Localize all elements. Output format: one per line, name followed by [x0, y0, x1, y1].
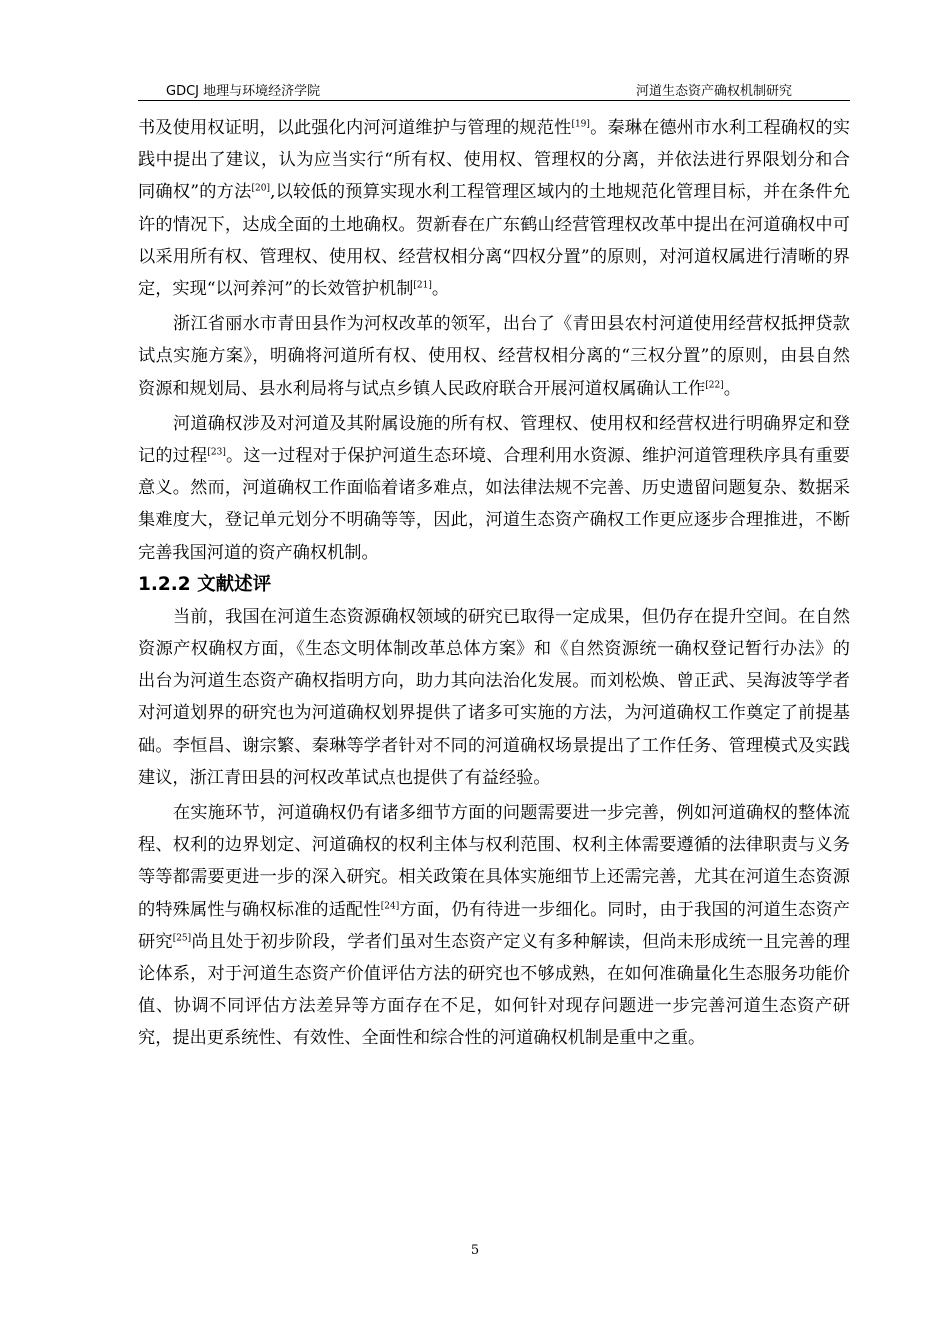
- paragraph: [138, 797, 850, 1055]
- citation-ref: [20]: [251, 183, 270, 194]
- text-run: 。: [723, 378, 741, 399]
- header-title: 河道生态资产确权机制研究: [635, 84, 792, 99]
- citation-ref: [22]: [705, 379, 724, 390]
- citation-ref: [19]: [571, 119, 590, 130]
- text-run: 河道确权涉及对河道及其附属设施的所有权、管理权、使用权和经营权进行明确界定和登记的过程: [138, 413, 850, 467]
- text-run: 方面，仍有待进一步细化。同时，由于我国的河道生态资产研究: [138, 899, 850, 952]
- body-text: [138, 112, 850, 1055]
- text-run: 。这一过程对于保护河道生态环境、合理利用水资源、维护河道管理秩序具有重要意义。然而，河道确权工作面临着诸多难点，如法律法规不完善、历史遗留问题复杂、数据采集难度大，登记单元划分不明确等等，因此，河道生态资产确权工作更应逐步合理推进，不断完善我国河道的资产确权机制。: [138, 446, 850, 563]
- paragraph: [138, 308, 850, 405]
- paragraph: [138, 408, 850, 569]
- text-run: 当前，我国在河道生态资源确权领域的研究已取得一定成果，但仍存在提升空间。在自然资源产权确权方面，《生态文明体制改革总体方案》和《自然资源统一确权登记暂行办法》的出台为河道生态资产确权指明方向，助力其向法治化发展。而刘松焕、曾正武、吴海波等学者对河道划界的研究也为河道确权划界提供了诸多可实施的方法，为河道确权工作奠定了前提基础。李恒昌、谢宗繁、秦琳等学者针对不同的河道确权场景提出了工作任务、管理模式及实践建议，浙江青田县的河权改革试点也提供了有益经验。: [138, 606, 850, 788]
- running-header: [138, 74, 850, 101]
- citation-ref: [25]: [172, 933, 192, 944]
- page-number: 5: [470, 1243, 480, 1258]
- text-run: 书及使用权证明，以此强化内河河道维护与管理的规范性: [138, 118, 572, 138]
- text-run: ,以较低的预算实现水利工程管理区域内的土地规范化管理目标，并在条件允许的情况下，达成全面的土地确权。贺新春在广东鹤山经营管理权改革中提出在河道确权中可以采用所有权、管理权、使用权、经营权相分离“四权分置”的原则，对河道权属进行清晰的界定，实现“以河养河”的长效管护机制: [138, 182, 850, 300]
- text-run: 浙江省丽水市青田县作为河权改革的领军，出台了《青田县农村河道使用经营权抵押贷款试点实施方案》，明确将河道所有权、使用权、经营权相分离的“三权分置”的原则，由县自然资源和规划局、县水利局将与试点乡镇人民政府联合开展河道权属确认工作: [138, 314, 850, 399]
- text-run: 。: [431, 279, 450, 300]
- paragraph-group-1: [138, 112, 850, 569]
- text-run: 尚且处于初步阶段，学者们虽对生态资产定义有多种解读，但尚未形成统一且完善的理论体系，对于河道生态资产价值评估方法的研究也不够成熟，在如何准确量化生态服务功能价值、协调不同评估方法差异等方面存在不足，如何针对现存问题进一步完善河道生态资产研究，提出更系统性、有效性、全面性和综合性的河道确权机制是重中之重。: [138, 931, 850, 1049]
- paragraph: [138, 601, 850, 794]
- text-run: 。秦琳在德州市水利工程确权的实践中提出了建议，认为应当实行“所有权、使用权、管理权的分离，并依法进行界限划分和合同确权”的方法: [138, 118, 850, 203]
- citation-ref: [24]: [380, 900, 400, 911]
- text-run: 在实施环节，河道确权仍有诸多细节方面的问题需要进一步完善，例如河道确权的整体流程、权利的边界划定、河道确权的权利主体与权利范围、权利主体需要遵循的法律职责与义务等等都需要更进一步的深入研究。相关政策在具体实施细节上还需完善，尤其在河道生态资源的特殊属性与确权标准的适配性: [138, 803, 850, 920]
- section-heading: 1.2.2 文献述评: [138, 573, 272, 595]
- paragraph: [138, 112, 850, 305]
- citation-ref: [23]: [207, 447, 226, 458]
- header-school: GDCJ 地理与环境经济学院: [166, 84, 321, 99]
- paragraph-group-2: [138, 601, 850, 1055]
- citation-ref: [21]: [413, 280, 432, 291]
